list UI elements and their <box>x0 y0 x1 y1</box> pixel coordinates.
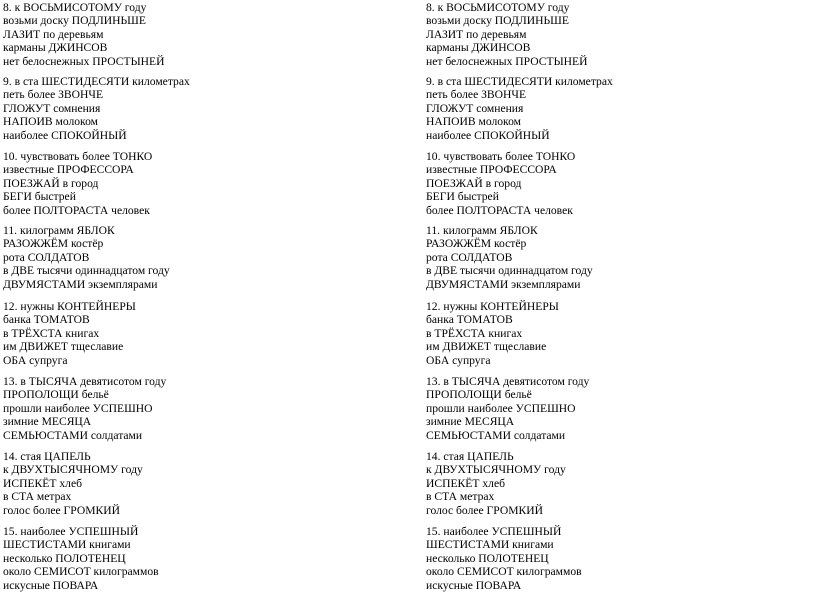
task-line: РАЗОЖЖЁМ костёр <box>426 237 527 251</box>
task-line: голос более ГРОМКИЙ <box>426 503 543 517</box>
task-line: около СЕМИСОТ килограммов <box>426 565 582 579</box>
task-line: искусные ПОВАРА <box>3 578 99 592</box>
task-line: 12. нужны КОНТЕЙНЕРЫ <box>426 300 559 313</box>
task-8 <box>3 1 383 68</box>
task-line: БЕГИ быстрей <box>426 190 499 204</box>
task-line: более ПОЛТОРАСТА человек <box>3 203 150 217</box>
task-line: петь более ЗВОНЧЕ <box>3 88 104 102</box>
task-line: 15. наиболее УСПЕШНЫЙ <box>426 525 562 538</box>
task-line: ДВУМЯСТАМИ экземплярами <box>3 277 158 291</box>
task-line: более ПОЛТОРАСТА человек <box>426 203 573 217</box>
task-15 <box>426 525 806 592</box>
task-line: в СТА метрах <box>426 490 495 504</box>
task-line: карманы ДЖИНСОВ <box>3 41 108 55</box>
task-11 <box>426 224 806 291</box>
task-line: ПРОПОЛОЩИ бельё <box>3 388 109 402</box>
task-line: к ДВУХТЫСЯЧНОМУ году <box>3 463 143 477</box>
task-line: ПОЕЗЖАЙ в город <box>3 176 99 190</box>
task-line: ЛАЗИТ по деревьям <box>426 27 527 41</box>
task-10 <box>426 150 806 217</box>
task-line: ДВУМЯСТАМИ экземплярами <box>426 277 581 291</box>
task-13 <box>426 375 806 442</box>
task-line: ИСПЕКЁТ хлеб <box>426 476 505 490</box>
task-line: ИСПЕКЁТ хлеб <box>3 476 82 490</box>
task-line: несколько ПОЛОТЕНЕЦ <box>426 551 549 565</box>
task-line: им ДВИЖЕТ тщеславие <box>426 340 547 354</box>
task-line: в ТРЁХСТА книгах <box>3 326 100 340</box>
task-line: в СТА метрах <box>3 490 72 504</box>
task-line: в ТРЁХСТА книгах <box>426 326 523 340</box>
task-line: 14. стая ЦАПЕЛЬ <box>426 450 514 463</box>
task-line: нет белоснежных ПРОСТЫНЕЙ <box>3 54 165 68</box>
task-12 <box>426 300 806 367</box>
task-line: зимние МЕСЯЦА <box>3 415 92 429</box>
task-line: БЕГИ быстрей <box>3 190 76 204</box>
task-line: к ДВУХТЫСЯЧНОМУ году <box>426 463 566 477</box>
task-line: 8. к ВОСЬМИСОТОМУ году <box>426 1 570 14</box>
task-10 <box>3 150 383 217</box>
task-line: прошли наиболее УСПЕШНО <box>3 401 153 415</box>
task-line: банка ТОМАТОВ <box>3 313 90 327</box>
task-line: ШЕСТИСТАМИ книгами <box>3 538 131 552</box>
task-line: 13. в ТЫСЯЧА девятисотом году <box>426 375 590 388</box>
task-line: ОБА супруга <box>426 353 491 367</box>
task-line: возьми доску ПОДЛИНЬШЕ <box>426 14 569 28</box>
task-line: РАЗОЖЖЁМ костёр <box>3 237 104 251</box>
task-line: рота СОЛДАТОВ <box>426 250 513 264</box>
task-line: 9. в ста ШЕСТИДЕСЯТИ километрах <box>426 75 613 88</box>
task-14 <box>426 450 806 517</box>
task-line: голос более ГРОМКИЙ <box>3 503 120 517</box>
task-line: карманы ДЖИНСОВ <box>426 41 531 55</box>
task-line: известные ПРОФЕССОРА <box>3 163 134 177</box>
task-line: прошли наиболее УСПЕШНО <box>426 401 576 415</box>
task-line: 8. к ВОСЬМИСОТОМУ году <box>3 1 147 14</box>
task-line: 15. наиболее УСПЕШНЫЙ <box>3 525 139 538</box>
task-8 <box>426 1 806 68</box>
task-line: наиболее СПОКОЙНЫЙ <box>426 128 550 142</box>
task-line: в ДВЕ тысячи одиннадцатом году <box>3 264 170 278</box>
task-line: 12. нужны КОНТЕЙНЕРЫ <box>3 300 136 313</box>
task-line: рота СОЛДАТОВ <box>3 250 90 264</box>
task-line: НАПОИВ молоком <box>3 115 99 129</box>
task-line: им ДВИЖЕТ тщеславие <box>3 340 124 354</box>
task-line: возьми доску ПОДЛИНЬШЕ <box>3 14 146 28</box>
task-line: СЕМЬЮСТАМИ солдатами <box>426 428 566 442</box>
task-line: наиболее СПОКОЙНЫЙ <box>3 128 127 142</box>
task-line: зимние МЕСЯЦА <box>426 415 515 429</box>
task-line: 11. килограмм ЯБЛОК <box>426 224 538 237</box>
task-line: ЛАЗИТ по деревьям <box>3 27 104 41</box>
task-line: известные ПРОФЕССОРА <box>426 163 557 177</box>
task-line: ОБА супруга <box>3 353 68 367</box>
task-line: несколько ПОЛОТЕНЕЦ <box>3 551 126 565</box>
task-line: петь более ЗВОНЧЕ <box>426 88 527 102</box>
task-line: искусные ПОВАРА <box>426 578 522 592</box>
task-line: банка ТОМАТОВ <box>426 313 513 327</box>
task-12 <box>3 300 383 367</box>
task-14 <box>3 450 383 517</box>
task-line: ШЕСТИСТАМИ книгами <box>426 538 554 552</box>
task-line: 11. килограмм ЯБЛОК <box>3 224 115 237</box>
task-line: ПРОПОЛОЩИ бельё <box>426 388 532 402</box>
task-line: 9. в ста ШЕСТИДЕСЯТИ километрах <box>3 75 190 88</box>
task-13 <box>3 375 383 442</box>
task-line: ГЛОЖУТ сомнения <box>426 101 524 115</box>
task-line: НАПОИВ молоком <box>426 115 522 129</box>
task-line: нет белоснежных ПРОСТЫНЕЙ <box>426 54 588 68</box>
task-line: 13. в ТЫСЯЧА девятисотом году <box>3 375 167 388</box>
task-line: 10. чувствовать более ТОНКО <box>426 150 576 163</box>
task-line: в ДВЕ тысячи одиннадцатом году <box>426 264 593 278</box>
task-line: ГЛОЖУТ сомнения <box>3 101 101 115</box>
task-line: ПОЕЗЖАЙ в город <box>426 176 522 190</box>
task-9 <box>3 75 383 142</box>
task-line: 10. чувствовать более ТОНКО <box>3 150 153 163</box>
task-line: СЕМЬЮСТАМИ солдатами <box>3 428 143 442</box>
task-line: около СЕМИСОТ килограммов <box>3 565 159 579</box>
task-line: 14. стая ЦАПЕЛЬ <box>3 450 91 463</box>
task-9 <box>426 75 806 142</box>
task-15 <box>3 525 383 592</box>
task-11 <box>3 224 383 291</box>
